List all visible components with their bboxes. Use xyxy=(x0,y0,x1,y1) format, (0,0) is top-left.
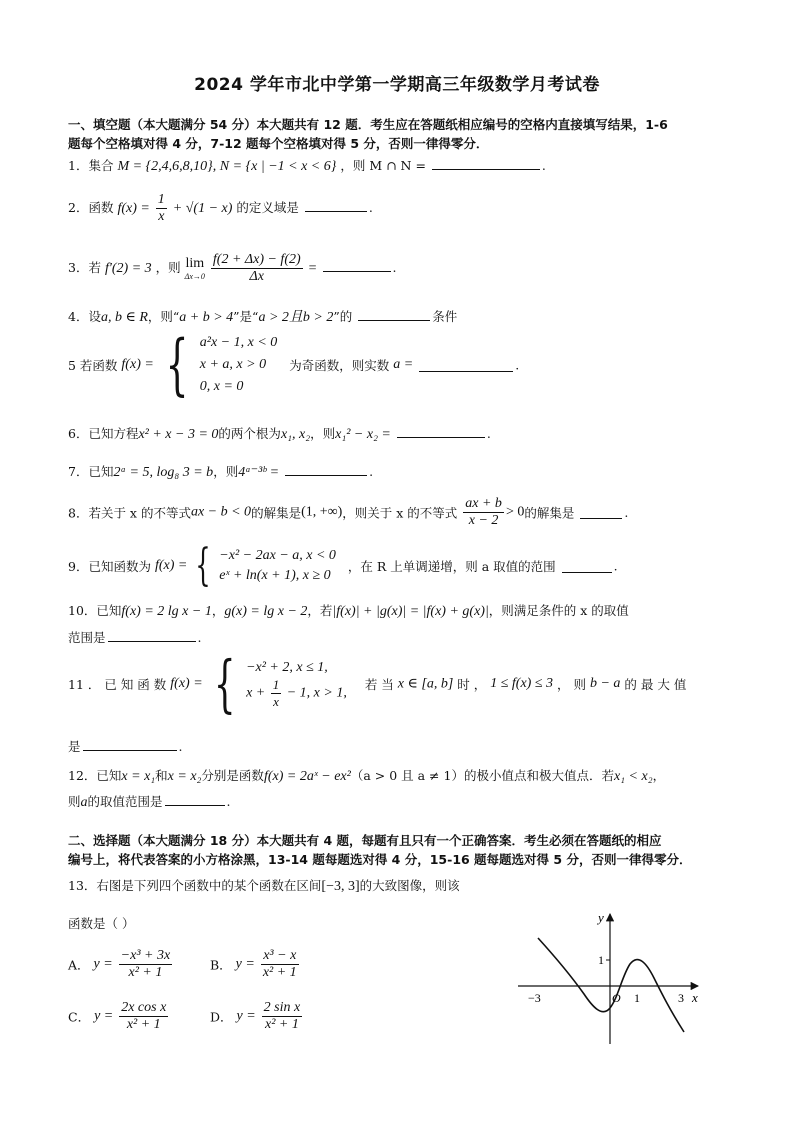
answer-blank-q6[interactable] xyxy=(397,425,485,438)
question-3: 3．若 f′(2) = 3 ，则 lim Δx→0 $\frac{f(2 + \Delta x) - f(2)}{\Delta x}$ = . xyxy=(68,252,397,284)
answer-blank-q7[interactable] xyxy=(285,463,367,476)
question-9: 9．已知函数为 f(x) = { −x² − 2ax − a, x < 0 eˣ + ln(x + 1), x ≥ 0 ，在 R 上单调递增，则 a 取值的范围 . xyxy=(68,540,618,591)
q5-cases: a²x − 1, x < 0 x + a, x > 0 0, x = 0 xyxy=(199,335,278,394)
answer-blank-q8[interactable] xyxy=(580,506,622,519)
section-2-header xyxy=(68,831,738,869)
answer-blank-q11[interactable] xyxy=(83,738,177,751)
answer-blank-q12[interactable] xyxy=(165,793,225,806)
origin-label: O xyxy=(612,991,621,1005)
y-tick-label-1: 1 xyxy=(598,953,604,967)
question-11: 11 ． 已 知 函 数 f(x) = { −x² + 2, x ≤ 1, x + $\frac{1}{x}$ − 1, x > 1, 若 当 x ∈ [a, b] 时 ， 1 ≤ f(x) ≤ 3 ， 则 b − a 的 最 大 值 xyxy=(68,647,687,720)
q11-brace: { xyxy=(213,647,236,720)
option-a[interactable]: A． y = $\frac{\text{−x³ + 3x}}{\text{x² + 1}}$ xyxy=(68,948,171,980)
q9-cases: −x² − 2ax − a, x < 0 eˣ + ln(x + 1), x ≥ 0 xyxy=(219,548,336,583)
q11-cases: −x² + 2, x ≤ 1, x + $\frac{1}{x}$ − 1, x > 1, xyxy=(246,659,347,709)
question-7: 7．已知2ᵃ = 5, log₈ 3 = b，则4ᵃ⁻³ᵇ = . xyxy=(68,464,374,480)
q5-brace: { xyxy=(165,326,189,403)
section-1-line-1: 一、填空题（本大题满分 54 分）本大题共有 12 题．考生应在答题纸相应编号的空格内直接填写结果，1-6 xyxy=(68,117,668,132)
question-13-line-2: 函数是（ ） xyxy=(68,916,135,931)
option-c[interactable]: C． y = $\frac{\text{2x cos x}}{\text{x² + 1}}$ xyxy=(68,1000,167,1032)
q1-sets: M = {2,4,6,8,10}, N = {x | −1 < x < 6} xyxy=(117,159,337,174)
question-2: 2．函数 f(x) = $\frac{1}{x}$ + √(1 − x) 的定义域是 . xyxy=(68,192,373,224)
page-title: 2024 学年市北中学第一学期高三年级数学月考试卷 xyxy=(194,75,600,95)
section-2-line-2: 编号上，将代表答案的小方格涂黑，13-14 题每题选对得 4 分，15-16 题每题选对得 5 分，否则一律得零分． xyxy=(68,852,692,867)
question-1: 1．集合 M = {2,4,6,8,10}, N = {x | −1 < x < 6} ，则 M ∩ N = . xyxy=(68,158,546,174)
curve xyxy=(538,938,684,1032)
x-tick-label-1: 1 xyxy=(634,991,640,1005)
answer-blank-q3[interactable] xyxy=(323,259,391,272)
question-6: 6．已知方程x² + x − 3 = 0的两个根为x₁, x₂，则x₁² − x₂ = . xyxy=(68,426,491,442)
section-2-line-1: 二、选择题（本大题满分 18 分）本大题共有 4 题，每题有且只有一个正确答案．考生必须在答题纸的相应 xyxy=(68,833,662,848)
option-d[interactable]: D． y = $\frac{\text{2 sin x}}{\text{x² + 1}}$ xyxy=(210,1000,301,1032)
answer-blank-q10[interactable] xyxy=(108,629,196,642)
question-10-line-2: 范围是 . xyxy=(68,630,202,645)
question-4: 4．设a, b ∈ R，则“a + b > 4”是“a > 2且b > 2”的 条件 xyxy=(68,309,458,325)
section-1-header xyxy=(68,115,738,153)
question-10: 10．已知f(x) = 2 lg x − 1，g(x) = lg x − 2，若|f(x)| + |g(x)| = |f(x) + g(x)|，则满足条件的 x 的取值 xyxy=(68,603,629,619)
q8-fraction: $\frac{ax + b}{x - 2}$ xyxy=(465,496,502,528)
question-12-line-2: 则a的取值范围是 . xyxy=(68,794,231,810)
q2-fraction: $\frac{1}{x}$ xyxy=(157,192,165,224)
question-11-line-2: 是 . xyxy=(68,739,183,754)
answer-blank-q4[interactable] xyxy=(358,308,430,321)
q3-limit: lim Δx→0 xyxy=(184,256,205,281)
answer-blank-q1[interactable] xyxy=(432,157,540,170)
question-5: 5 若函数 f(x) = { a²x − 1, x < 0 x + a, x > 0 0, x = 0 为奇函数，则实数 a = . xyxy=(68,326,520,403)
answer-blank-q5[interactable] xyxy=(419,359,513,372)
function-graph xyxy=(514,910,704,1046)
x-tick-label-3: 3 xyxy=(678,991,684,1005)
x-tick-label-neg3: −3 xyxy=(528,991,541,1005)
question-8: 8．若关于 x 的不等式ax − b < 0的解集是(1, +∞)，则关于 x 的不等式 $\frac{ax + b}{x - 2}$ > 0的解集是 . xyxy=(68,496,629,528)
x-axis-label: x xyxy=(692,990,698,1005)
answer-blank-q9[interactable] xyxy=(562,560,612,573)
q9-brace: { xyxy=(195,540,212,591)
answer-blank-q2[interactable] xyxy=(305,199,367,212)
section-1-line-2: 题每个空格填对得 4 分，7-12 题每个空格填对得 5 分，否则一律得零分． xyxy=(68,136,489,151)
option-b[interactable]: B． y = $\frac{\text{x³ − x}}{\text{x² + 1}}$ xyxy=(210,948,297,980)
q3-fraction: $\frac{f(2 + \Delta x) - f(2)}{\Delta x}$ xyxy=(212,252,301,284)
question-13: 13．右图是下列四个函数中的某个函数在区间[−3, 3]的大致图像，则该 xyxy=(68,878,460,894)
question-12: 12．已知x = x₁和x = x₂分别是函数f(x) = 2aˣ − ex²（a > 0 且 a ≠ 1）的极小值点和极大值点．若x₁ < x₂， xyxy=(68,768,666,784)
y-axis-label: y xyxy=(598,910,604,925)
